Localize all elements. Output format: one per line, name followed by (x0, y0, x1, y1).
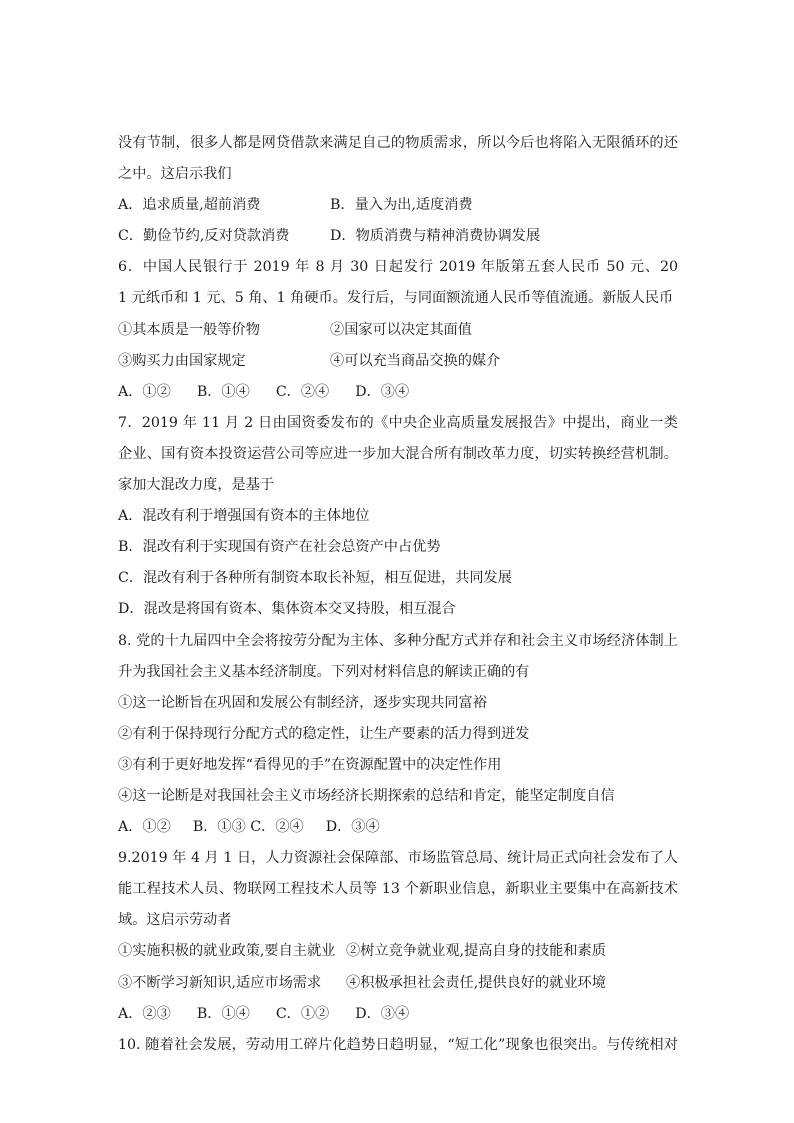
q9-statement-1: ①实施积极的就业政策,要自主就业 (118, 943, 336, 960)
q6-options (118, 377, 678, 408)
q7-stem-line-3: 家加大混改力度，是基于 (118, 477, 275, 494)
q8-option-b-c: B．①③ C．②④ (192, 819, 304, 836)
q7-option-d: D．混改是将国有资本、集体资本交叉持股，相互混合 (118, 601, 456, 618)
q5-option-d: D．物质消费与精神消费协调发展 (330, 228, 541, 245)
q6-statement-2: ②国家可以决定其面值 (330, 321, 472, 338)
q9-option-c: C．①② (275, 1005, 330, 1022)
q6-statements-row-1 (118, 315, 678, 346)
q9-option-a: A．②③ (118, 1005, 171, 1022)
q8-options (118, 812, 678, 843)
q6-statement-1: ①其本质是一般等价物 (118, 321, 260, 338)
q6-stem-line-1: 6．中国人民银行于 2019 年 8 月 30 日起发行 2019 年版第五套人民币 50 元、20 (118, 259, 678, 276)
q7-stem-line-1: 7．2019 年 11 月 2 日由国资委发布的《中央企业高质量发展报告》中提出，商业一类 (118, 414, 678, 431)
q8-statement-3: ③有利于更好地发挥“看得见的手”在资源配置中的决定性作用 (118, 756, 502, 773)
q6-option-b: B．①④ (196, 383, 250, 400)
q9-option-d: D．③④ (355, 1005, 410, 1022)
q9-stem-line-2: 能工程技术人员、物联网工程技术人员等 13 个新职业信息，新职业主要集中在高新技术 (118, 881, 678, 898)
q7-option-a: A．混改有利于增强国有资本的主体地位 (118, 508, 370, 525)
q6-stem-line-2: 1 元纸币和 1 元、5 角、1 角硬币。发行后，与同面额流通人民币等值流通。新版人民币 (118, 290, 674, 307)
q7-option-c: C．混改有利于各种所有制资本取长补短，相互促进，共同发展 (118, 570, 512, 587)
q6-statement-4: ④可以充当商品交换的媒介 (330, 352, 501, 369)
q6-statement-3: ③购买力由国家规定 (118, 352, 246, 369)
q9-stem-line-1: 9.2019 年 4 月 1 日，人力资源社会保障部、市场监管总局、统计局正式向社会发布了人 (118, 850, 678, 867)
q10-stem-line-1: 10. 随着社会发展，劳动用工碎片化趋势日趋明显，“短工化”现象也很突出。与传统相对 (118, 1036, 678, 1053)
q9-statements-row-1 (118, 936, 678, 967)
q5-stem-line-1: 没有节制，很多人都是网贷借款来满足自己的物质需求，所以今后也将陷入无限循环的还 (118, 135, 678, 151)
q9-statement-4: ④积极承担社会责任,提供良好的就业环境 (346, 974, 606, 991)
q6-statements-row-2 (118, 346, 678, 377)
q5-options-row-2 (118, 221, 678, 252)
q8-option-a: A．①② (118, 819, 171, 836)
q8-statement-4: ④这一论断是对我国社会主义市场经济长期探索的总结和肯定，能坚定制度自信 (118, 787, 615, 804)
q9-stem-line-3: 域。这启示劳动者 (118, 912, 232, 929)
q8-statement-2: ②有利于保持现行分配方式的稳定性，让生产要素的活力得到迸发 (118, 725, 530, 742)
q9-statement-2: ②树立竞争就业观,提高自身的技能和素质 (346, 943, 606, 960)
q6-option-d: D．③④ (355, 383, 410, 400)
exam-page (118, 128, 678, 1061)
q9-option-b: B．①④ (196, 1005, 250, 1022)
q9-statements-row-2 (118, 968, 678, 999)
q5-option-b: B．量入为出,适度消费 (330, 197, 473, 214)
q5-option-a: A．追求质量,超前消费 (118, 197, 261, 214)
q7-stem-line-2: 企业、国有资本投资运营公司等应进一步加大混合所有制改革力度，切实转换经营机制。 (118, 445, 678, 462)
q5-stem-line-2: 之中。这启示我们 (118, 166, 232, 183)
q8-stem-line-2: 升为我国社会主义基本经济制度。下列对材料信息的解读正确的有 (118, 663, 530, 680)
q6-option-c: C．②④ (275, 383, 330, 400)
q7-option-b: B．混改有利于实现国有资产在社会总资产中占优势 (118, 539, 441, 556)
q5-options-row-1 (118, 190, 678, 221)
q8-stem-line-1: 8. 党的十九届四中全会将按劳分配为主体、多种分配方式并存和社会主义市场经济体制上 (118, 632, 678, 649)
q5-option-c: C．勤俭节约,反对贷款消费 (118, 228, 290, 245)
q6-option-a: A．①② (118, 383, 171, 400)
q9-statement-3: ③不断学习新知识,适应市场需求 (118, 974, 322, 991)
q8-option-d: D．③④ (325, 819, 380, 836)
q8-statement-1: ①这一论断旨在巩固和发展公有制经济，逐步实现共同富裕 (118, 694, 487, 711)
q9-options (118, 999, 678, 1030)
